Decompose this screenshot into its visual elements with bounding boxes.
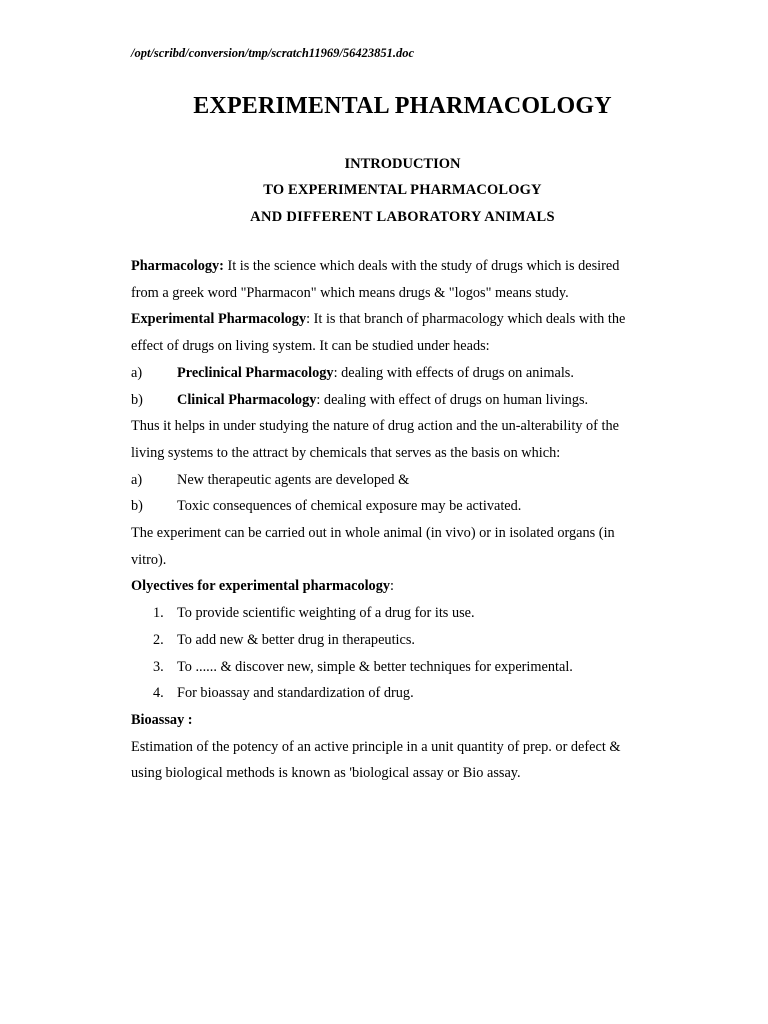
objectives-heading-text: Olyectives for experimental pharmacology (131, 578, 391, 595)
numbered-item (131, 600, 691, 627)
list-marker: b) (131, 498, 143, 515)
paragraph-line: Estimation of the potency of an active principle in a unit quantity of prep. or defect & (131, 738, 621, 755)
paragraph-line: vitro). (131, 551, 167, 568)
experimental-term: Experimental Pharmacology (131, 311, 307, 328)
file-path: /opt/scribd/conversion/tmp/scratch11969/56423851.doc (131, 46, 414, 60)
experimental-definition-line-2: effect of drugs on living system. It can be studied under heads: (131, 338, 490, 355)
head-term: Clinical Pharmacology (177, 391, 317, 408)
objectives-heading-colon: : (390, 578, 394, 595)
subtitle-line-1: INTRODUCTION (344, 156, 461, 172)
pharmacology-term: Pharmacology: (131, 258, 224, 274)
list-marker: a) (131, 471, 143, 488)
list-marker: b) (131, 391, 143, 408)
numbered-item (131, 654, 691, 681)
list-item-text: Toxic consequences of chemical exposure may be activated. (177, 498, 522, 515)
list-item (131, 493, 691, 520)
list-item (131, 360, 691, 387)
head-text: : dealing with effects of drugs on animals. (333, 364, 574, 381)
subtitle-line-2: TO EXPERIMENTAL PHARMACOLOGY (263, 182, 542, 198)
item-text: To provide scientific weighting of a drug for its use. (177, 605, 475, 622)
bioassay-heading: Bioassay : (131, 711, 193, 728)
list-item-text: New therapeutic agents are developed & (177, 471, 410, 488)
paragraph-line: The experiment can be carried out in whole animal (in vivo) or in isolated organs (in (131, 525, 615, 542)
list-item (131, 467, 691, 494)
item-number: 4. (153, 685, 164, 702)
item-text: For bioassay and standardization of drug. (177, 685, 414, 702)
head-term: Preclinical Pharmacology (177, 364, 334, 381)
subtitle-line-3: AND DIFFERENT LABORATORY ANIMALS (250, 209, 555, 225)
head-text: : dealing with effect of drugs on human livings. (316, 391, 589, 408)
numbered-item (131, 627, 691, 654)
item-number: 1. (153, 605, 164, 622)
experimental-text: : It is that branch of pharmacology which deals with the (306, 311, 626, 328)
objectives-heading (131, 573, 691, 600)
numbered-item (131, 680, 691, 707)
paragraph-line: using biological methods is known as 'biological assay or Bio assay. (131, 765, 521, 782)
item-number: 3. (153, 658, 164, 675)
pharmacology-text: It is the science which deals with the study of drugs which is desired (223, 258, 620, 274)
pharmacology-definition-line-1 (131, 253, 691, 280)
item-text: To ...... & discover new, simple & better techniques for experimental. (177, 658, 573, 675)
experimental-definition-line-1 (131, 306, 691, 333)
pharmacology-definition-line-2: from a greek word "Pharmacon" which means drugs & "logos" means study. (131, 284, 569, 301)
paragraph-line: Thus it helps in under studying the nature of drug action and the un-alterability of the (131, 418, 619, 435)
item-text: To add new & better drug in therapeutics. (177, 631, 415, 648)
list-marker: a) (131, 364, 143, 381)
page-title: EXPERIMENTAL PHARMACOLOGY (193, 93, 612, 119)
item-number: 2. (153, 631, 164, 648)
paragraph-line: living systems to the attract by chemicals that serves as the basis on which: (131, 444, 561, 461)
body-text (131, 253, 691, 787)
list-item (131, 387, 691, 414)
